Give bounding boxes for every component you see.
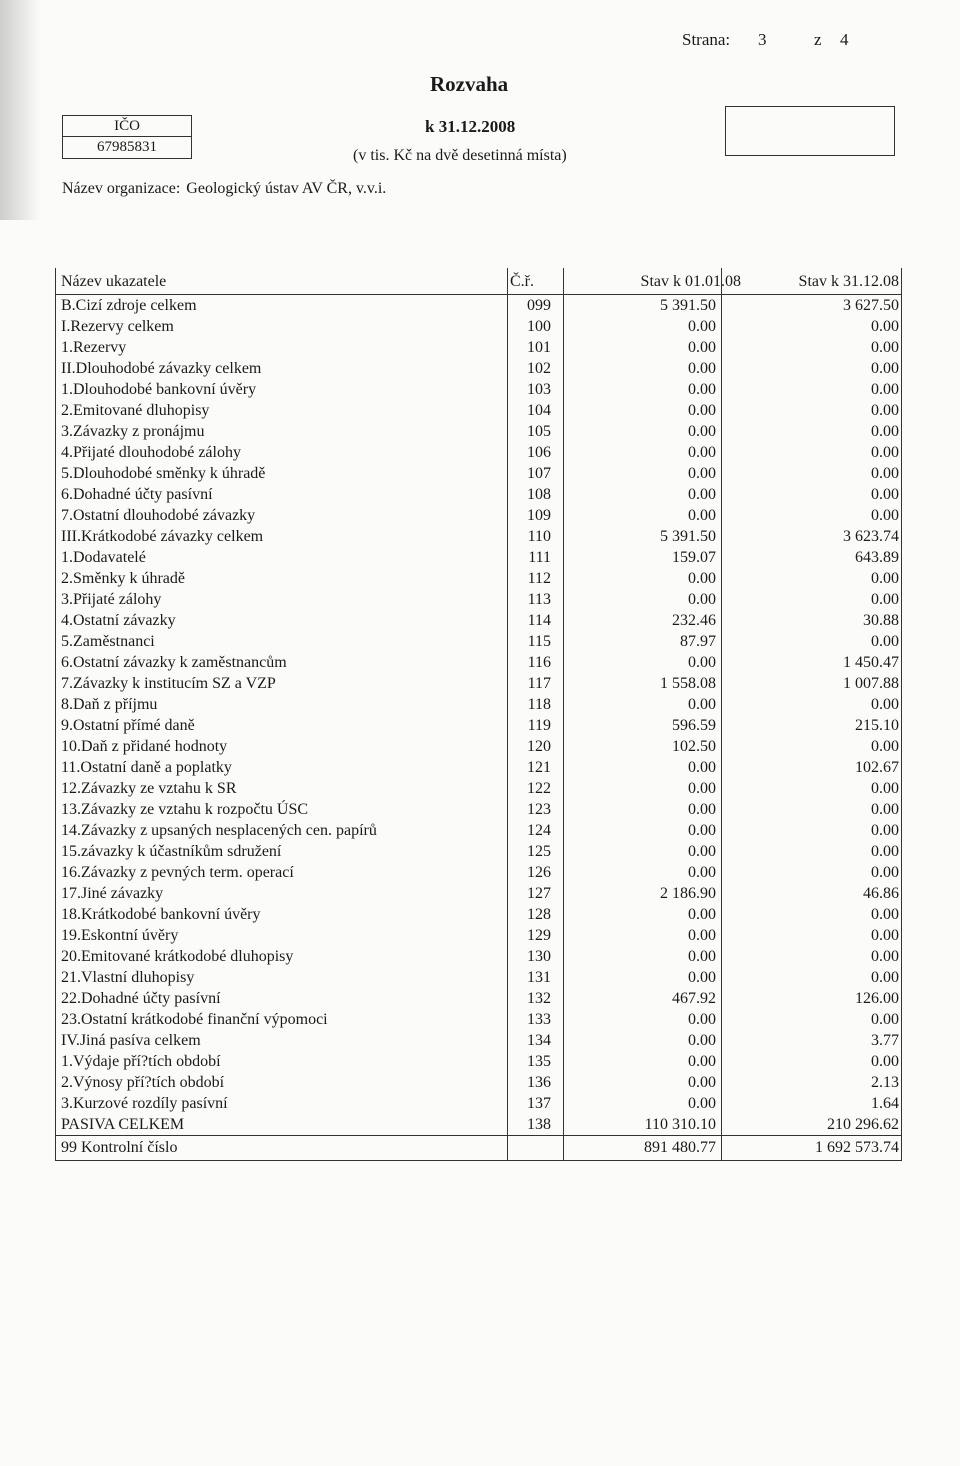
row-end-value: 0.00: [871, 927, 899, 944]
row-name: 23.Ostatní krátkodobé finanční výpomoci: [61, 1011, 328, 1028]
column-divider: [507, 268, 508, 1161]
row-code: 112: [527, 570, 551, 587]
row-code: 136: [527, 1074, 551, 1091]
row-name: B.Cizí zdroje celkem: [61, 297, 197, 314]
row-code: 113: [527, 591, 551, 608]
table-row: [55, 337, 901, 358]
row-start-value: 0.00: [688, 906, 716, 923]
table-row: [55, 1093, 901, 1114]
stamp-box: [725, 106, 895, 156]
row-name: 7.Ostatní dlouhodobé závazky: [61, 507, 256, 524]
organization-name: Geologický ústav AV ČR, v.v.i.: [186, 180, 387, 197]
header-name: Název ukazatele: [61, 273, 167, 290]
row-end-value: 0.00: [871, 486, 899, 503]
row-end-value: 46.86: [863, 885, 899, 902]
table-row: [55, 547, 901, 568]
row-start-value: 232.46: [672, 612, 716, 629]
row-name: 1.Výdaje pří?tích období: [61, 1053, 221, 1070]
table-row: [55, 610, 901, 631]
ico-label: IČO: [63, 116, 191, 137]
table-row: [55, 442, 901, 463]
row-code: 125: [527, 843, 551, 860]
row-code: 121: [527, 759, 551, 776]
row-end-value: 0.00: [871, 444, 899, 461]
row-name: 5.Dlouhodobé směnky k úhradě: [61, 465, 266, 482]
row-code: 123: [527, 801, 551, 818]
row-name: 3.Přijaté zálohy: [61, 591, 162, 608]
row-name: 9.Ostatní přímé daně: [61, 717, 195, 734]
row-end-value: 0.00: [871, 843, 899, 860]
page-indicator: [682, 30, 849, 50]
row-start-value: 596.59: [672, 717, 716, 734]
row-start-value: 1 558.08: [660, 675, 716, 692]
row-name: 20.Emitované krátkodobé dluhopisy: [61, 948, 294, 965]
row-start-value: 0.00: [688, 927, 716, 944]
row-start-value: 0.00: [688, 1032, 716, 1049]
row-name: 19.Eskontní úvěry: [61, 927, 179, 944]
row-code: 110: [527, 528, 551, 545]
table-row: [55, 715, 901, 736]
row-name: 2.Emitované dluhopisy: [61, 402, 210, 419]
row-code: 104: [527, 402, 551, 419]
row-name: 6.Dohadné účty pasívní: [61, 486, 213, 503]
page-fold-shadow: [0, 0, 40, 220]
row-start-value: 102.50: [672, 738, 716, 755]
row-end-value: 643.89: [855, 549, 899, 566]
row-name: 2.Výnosy pří?tích období: [61, 1074, 225, 1091]
row-start-value: 5 391.50: [660, 297, 716, 314]
row-name: 16.Závazky z pevných term. operací: [61, 864, 294, 881]
row-code: 130: [527, 948, 551, 965]
ico-box: [62, 115, 192, 159]
row-code: 109: [527, 507, 551, 524]
row-end-value: 0.00: [871, 570, 899, 587]
row-start-value: 0.00: [688, 381, 716, 398]
row-name: 11.Ostatní daně a poplatky: [61, 759, 232, 776]
row-code: 100: [527, 318, 551, 335]
table-row: [55, 631, 901, 652]
row-code: 133: [527, 1011, 551, 1028]
row-name: 17.Jiné závazky: [61, 885, 164, 902]
column-divider: [721, 268, 722, 1161]
row-end-value: 0.00: [871, 507, 899, 524]
table-row: [55, 505, 901, 526]
row-end-value: 0.00: [871, 465, 899, 482]
row-end-value: 0.00: [871, 402, 899, 419]
row-name: 2.Směnky k úhradě: [61, 570, 185, 587]
row-end-value: 1 450.47: [843, 654, 899, 671]
table-row: [55, 778, 901, 799]
row-code: 103: [527, 381, 551, 398]
row-name: III.Krátkodobé závazky celkem: [61, 528, 264, 545]
row-start-value: 0.00: [688, 1074, 716, 1091]
table-row: [55, 652, 901, 673]
table-row: [55, 820, 901, 841]
row-name: 15.závazky k účastníkům sdružení: [61, 843, 282, 860]
row-start-value: 0.00: [688, 801, 716, 818]
header-start: Stav k 01.01.08: [640, 273, 741, 290]
row-code: 124: [527, 822, 551, 839]
row-name: 6.Ostatní závazky k zaměstnancům: [61, 654, 287, 671]
row-start-value: 0.00: [688, 843, 716, 860]
table-row: [55, 862, 901, 883]
row-end-value: 0.00: [871, 360, 899, 377]
row-start-value: 0.00: [688, 759, 716, 776]
row-code: 118: [527, 696, 551, 713]
row-name: 1.Dlouhodobé bankovní úvěry: [61, 381, 257, 398]
table-row: [55, 946, 901, 967]
row-end-value: 0.00: [871, 339, 899, 356]
row-end-value: 0.00: [871, 318, 899, 335]
row-start-value: 0.00: [688, 486, 716, 503]
row-end-value: 0.00: [871, 591, 899, 608]
row-start-value: 0.00: [688, 1053, 716, 1070]
table-row: [55, 883, 901, 904]
row-start-value: 0.00: [688, 1095, 716, 1112]
row-start-value: 110 310.10: [644, 1116, 716, 1133]
table-row: [55, 967, 901, 988]
row-start-value: 5 391.50: [660, 528, 716, 545]
row-name: I.Rezervy celkem: [61, 318, 174, 335]
row-start-value: 0.00: [688, 822, 716, 839]
table-body: [55, 295, 901, 1135]
table-row: [55, 988, 901, 1009]
page-current: 3: [758, 30, 767, 49]
row-start-value: 0.00: [688, 465, 716, 482]
row-end-value: 30.88: [863, 612, 899, 629]
table-row: [55, 694, 901, 715]
row-code: 122: [527, 780, 551, 797]
table-border-right: [901, 268, 902, 1161]
row-code: 115: [527, 633, 551, 650]
row-code: 120: [527, 738, 551, 755]
table-border-left: [55, 268, 56, 1161]
document-title: Rozvaha: [430, 72, 509, 96]
table-row: [55, 358, 901, 379]
row-end-value: 0.00: [871, 948, 899, 965]
row-code: 137: [527, 1095, 551, 1112]
row-start-value: 467.92: [672, 990, 716, 1007]
row-start-value: 0.00: [688, 360, 716, 377]
row-name: 7.Závazky k institucím SZ a VZP: [61, 675, 276, 692]
row-name: 8.Daň z příjmu: [61, 696, 158, 713]
row-name: 13.Závazky ze vztahu k rozpočtu ÚSC: [61, 801, 309, 818]
row-name: 10.Daň z přidané hodnoty: [61, 738, 228, 755]
table-row: [55, 484, 901, 505]
row-code: 102: [527, 360, 551, 377]
row-start-value: 0.00: [688, 864, 716, 881]
row-name: 5.Zaměstnanci: [61, 633, 155, 650]
organization-label: Název organizace:: [62, 180, 181, 197]
row-code: 117: [527, 675, 551, 692]
row-name: 21.Vlastní dluhopisy: [61, 969, 195, 986]
row-start-value: 0.00: [688, 654, 716, 671]
row-code: 129: [527, 927, 551, 944]
table-row: [55, 568, 901, 589]
row-name: 18.Krátkodobé bankovní úvěry: [61, 906, 261, 923]
row-end-value: 102.67: [855, 759, 899, 776]
table-row: [55, 673, 901, 694]
row-code: 134: [527, 1032, 551, 1049]
row-end-value: 0.00: [871, 696, 899, 713]
row-start-value: 2 186.90: [660, 885, 716, 902]
row-name: 1.Rezervy: [61, 339, 127, 356]
row-end-value: 0.00: [871, 1011, 899, 1028]
row-end-value: 3.77: [871, 1032, 899, 1049]
row-end-value: 0.00: [871, 381, 899, 398]
table-row: [55, 379, 901, 400]
table-row: [55, 736, 901, 757]
row-name: 3.Kurzové rozdíly pasívní: [61, 1095, 228, 1112]
row-end-value: 215.10: [855, 717, 899, 734]
row-code: 128: [527, 906, 551, 923]
balance-sheet-table: [55, 268, 901, 1161]
row-code: 111: [528, 549, 551, 566]
row-name: 14.Závazky z upsaných nesplacených cen. papírů: [61, 822, 377, 839]
row-code: 105: [527, 423, 551, 440]
table-row: [55, 316, 901, 337]
row-name: PASIVA CELKEM: [61, 1116, 185, 1133]
row-name: 3.Závazky z pronájmu: [61, 423, 205, 440]
table-row: [55, 1051, 901, 1072]
row-end-value: 0.00: [871, 822, 899, 839]
control-row: [55, 1135, 901, 1161]
table-header: [55, 268, 901, 295]
row-name: 4.Přijaté dlouhodobé zálohy: [61, 444, 241, 461]
row-start-value: 0.00: [688, 402, 716, 419]
row-end-value: 0.00: [871, 633, 899, 650]
table-row: [55, 757, 901, 778]
row-code: 101: [527, 339, 551, 356]
row-name: 4.Ostatní závazky: [61, 612, 176, 629]
row-code: 099: [527, 297, 551, 314]
row-code: 138: [527, 1116, 551, 1133]
table-row: [55, 1072, 901, 1093]
column-divider: [563, 268, 564, 1161]
row-end-value: 0.00: [871, 801, 899, 818]
row-name: 22.Dohadné účty pasívní: [61, 990, 221, 1007]
ico-value: 67985831: [97, 139, 157, 155]
table-row: [55, 400, 901, 421]
row-end-value: 0.00: [871, 780, 899, 797]
row-start-value: 87.97: [680, 633, 716, 650]
table-row: [55, 589, 901, 610]
table-row: [55, 799, 901, 820]
row-start-value: 0.00: [688, 570, 716, 587]
table-row: [55, 421, 901, 442]
row-end-value: 0.00: [871, 738, 899, 755]
table-row: [55, 526, 901, 547]
row-start-value: 159.07: [672, 549, 716, 566]
row-start-value: 0.00: [688, 591, 716, 608]
row-code: 132: [527, 990, 551, 1007]
page-label: Strana:: [682, 30, 731, 49]
row-end-value: 3 627.50: [843, 297, 899, 314]
table-row: [55, 1114, 901, 1135]
table-row: [55, 925, 901, 946]
row-end-value: 0.00: [871, 864, 899, 881]
row-end-value: 0.00: [871, 423, 899, 440]
row-start-value: 0.00: [688, 969, 716, 986]
row-name: 12.Závazky ze vztahu k SR: [61, 780, 237, 797]
row-start-value: 0.00: [688, 423, 716, 440]
row-start-value: 0.00: [688, 780, 716, 797]
row-code: 119: [527, 717, 551, 734]
table-row: [55, 1009, 901, 1030]
row-end-value: 2.13: [871, 1074, 899, 1091]
row-code: 116: [527, 654, 551, 671]
row-name: IV.Jiná pasíva celkem: [61, 1032, 201, 1049]
row-code: 127: [527, 885, 551, 902]
row-name: 1.Dodavatelé: [61, 549, 146, 566]
page-total: 4: [840, 30, 849, 49]
row-end-value: 0.00: [871, 969, 899, 986]
row-start-value: 0.00: [688, 948, 716, 965]
row-start-value: 0.00: [688, 507, 716, 524]
row-end-value: 1 007.88: [843, 675, 899, 692]
row-code: 114: [527, 612, 551, 629]
table-row: [55, 904, 901, 925]
row-code: 135: [527, 1053, 551, 1070]
control-start: 891 480.77: [644, 1139, 716, 1156]
row-code: 106: [527, 444, 551, 461]
row-end-value: 0.00: [871, 1053, 899, 1070]
row-start-value: 0.00: [688, 318, 716, 335]
units-note: (v tis. Kč na dvě desetinná místa): [353, 147, 567, 164]
table-row: [55, 841, 901, 862]
row-code: 108: [527, 486, 551, 503]
row-code: 126: [527, 864, 551, 881]
row-code: 131: [527, 969, 551, 986]
row-start-value: 0.00: [688, 696, 716, 713]
row-end-value: 0.00: [871, 906, 899, 923]
table-row: [55, 1030, 901, 1051]
row-end-value: 126.00: [855, 990, 899, 1007]
table-row: [55, 295, 901, 316]
document-date: k 31.12.2008: [425, 117, 516, 136]
row-start-value: 0.00: [688, 1011, 716, 1028]
row-start-value: 0.00: [688, 339, 716, 356]
table-row: [55, 463, 901, 484]
row-start-value: 0.00: [688, 444, 716, 461]
row-end-value: 210 296.62: [827, 1116, 899, 1133]
row-end-value: 3 623.74: [843, 528, 899, 545]
header-code: Č.ř.: [510, 273, 534, 290]
header-end: Stav k 31.12.08: [798, 273, 899, 290]
row-name: II.Dlouhodobé závazky celkem: [61, 360, 262, 377]
organization: [62, 180, 386, 198]
row-end-value: 1.64: [871, 1095, 899, 1112]
control-end: 1 692 573.74: [815, 1139, 899, 1156]
row-code: 107: [527, 465, 551, 482]
control-label: 99 Kontrolní číslo: [61, 1139, 178, 1156]
page-of: z: [814, 30, 822, 49]
